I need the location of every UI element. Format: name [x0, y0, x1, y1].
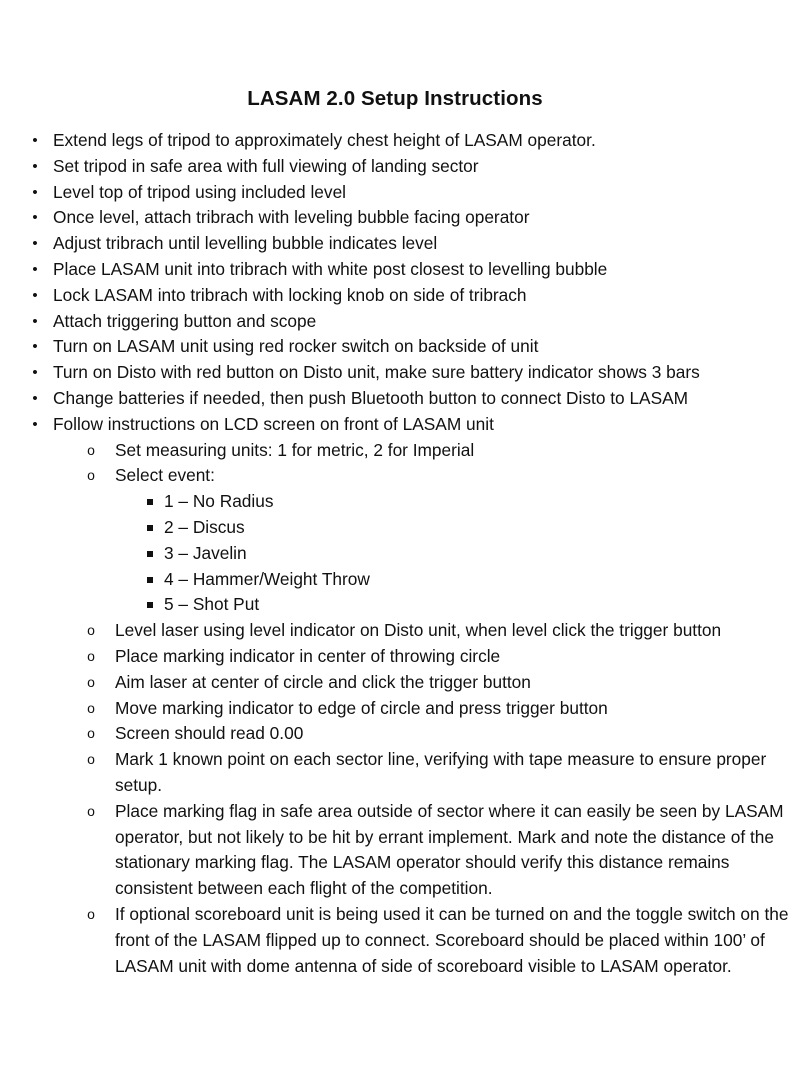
step-text: Follow instructions on LCD screen on front of LASAM unit	[53, 413, 494, 434]
setup-steps-list	[0, 128, 800, 979]
list-item	[0, 799, 800, 902]
circle-bullet-icon: o	[87, 905, 95, 922]
bullet-icon: •	[32, 260, 38, 278]
lcd-step-text: Place marking indicator in center of throwing circle	[115, 645, 501, 666]
bullet-icon: •	[32, 209, 38, 227]
circle-bullet-icon: o	[87, 647, 95, 664]
list-item	[0, 567, 800, 593]
list-item	[0, 154, 800, 180]
instructions-body	[0, 128, 800, 979]
event-option: 5 – Shot Put	[164, 594, 260, 615]
bullet-icon: •	[32, 389, 38, 407]
event-option: 1 – No Radius	[164, 491, 274, 512]
list-item	[0, 489, 800, 515]
list-item	[0, 438, 800, 464]
square-bullet-icon	[146, 515, 154, 541]
list-item	[0, 618, 800, 644]
event-option: 3 – Javelin	[164, 542, 247, 563]
list-item	[0, 644, 800, 670]
step-text: Level top of tripod using included level	[53, 181, 347, 202]
step-text: Place LASAM unit into tribrach with white post closest to levelling bubble	[53, 258, 608, 279]
step-text: Set tripod in safe area with full viewing of landing sector	[53, 155, 479, 176]
step-text: Extend legs of tripod to approximately chest height of LASAM operator.	[53, 130, 596, 150]
list-item	[0, 283, 800, 309]
list-item	[0, 309, 800, 335]
list-item	[0, 541, 800, 567]
event-option: 2 – Discus	[164, 516, 245, 537]
step-text: Adjust tribrach until levelling bubble indicates level	[53, 233, 438, 254]
bullet-icon: •	[32, 235, 38, 253]
step-text: Lock LASAM into tribrach with locking knob on side of tribrach	[53, 284, 527, 305]
list-item	[0, 205, 800, 231]
step-text: Once level, attach tribrach with leveling bubble facing operator	[53, 207, 530, 228]
square-bullet-icon	[146, 592, 154, 618]
list-item	[0, 412, 800, 980]
list-item	[0, 747, 800, 799]
lcd-step-text: Place marking flag in safe area outside of sector where it can easily be seen by LASAM operator, but not likely to be hit by errant implement. Mark and note the distance of the stationary marking flag. The LASAM operator should verify this distance remains consistent between each flight of the competition.	[115, 800, 784, 899]
step-text: Turn on Disto with red button on Disto unit, make sure battery indicator shows 3 bars	[53, 362, 700, 383]
lcd-step-text: Select event:	[115, 465, 215, 486]
step-text: Turn on LASAM unit using red rocker switch on backside of unit	[53, 336, 539, 357]
list-item	[0, 128, 800, 154]
circle-bullet-icon: o	[87, 751, 95, 768]
list-item	[0, 696, 800, 722]
event-list	[115, 489, 800, 618]
lcd-step-text: If optional scoreboard unit is being used it can be turned on and the toggle switch on the front of the LASAM flipped up to connect. Scoreboard should be placed within 100’ of LASAM unit with dome antenna of side of scoreboard visible to LASAM operator.	[115, 903, 789, 976]
list-item	[0, 515, 800, 541]
list-item	[0, 257, 800, 283]
circle-bullet-icon: o	[87, 622, 95, 639]
circle-bullet-icon: o	[87, 802, 95, 819]
circle-bullet-icon: o	[87, 673, 95, 690]
lcd-steps-list	[0, 438, 800, 980]
bullet-icon: •	[32, 157, 38, 175]
event-option: 4 – Hammer/Weight Throw	[164, 568, 370, 589]
lcd-step-text: Mark 1 known point on each sector line, verifying with tape measure to ensure proper setup.	[115, 749, 767, 795]
list-item	[0, 334, 800, 360]
bullet-icon: •	[32, 286, 38, 304]
circle-bullet-icon: o	[87, 699, 95, 716]
step-text: Attach triggering button and scope	[53, 310, 317, 331]
list-item	[0, 670, 800, 696]
step-text: Change batteries if needed, then push Bluetooth button to connect Disto to LASAM	[53, 387, 689, 408]
bullet-icon: •	[32, 312, 38, 330]
circle-bullet-icon: o	[87, 441, 95, 458]
lcd-step-text: Screen should read 0.00	[115, 723, 304, 744]
bullet-icon: •	[32, 338, 38, 356]
lcd-step-text: Level laser using level indicator on Disto unit, when level click the trigger button	[115, 620, 722, 641]
lcd-step-text: Set measuring units: 1 for metric, 2 for Imperial	[115, 439, 475, 460]
list-item	[0, 231, 800, 257]
list-item	[0, 592, 800, 618]
lcd-step-text: Move marking indicator to edge of circle and press trigger button	[115, 697, 608, 718]
bullet-icon: •	[32, 132, 38, 149]
list-item	[0, 180, 800, 206]
list-item	[0, 360, 800, 386]
document-title: LASAM 2.0 Setup Instructions	[247, 87, 543, 110]
list-item	[0, 386, 800, 412]
list-item	[0, 463, 800, 618]
bullet-icon: •	[32, 183, 38, 201]
circle-bullet-icon: o	[87, 725, 95, 742]
square-bullet-icon	[146, 567, 154, 593]
square-bullet-icon	[146, 489, 154, 515]
square-bullet-icon	[146, 541, 154, 567]
bullet-icon: •	[32, 364, 38, 382]
list-item	[0, 721, 800, 747]
list-item	[0, 902, 800, 979]
lcd-step-text: Aim laser at center of circle and click the trigger button	[115, 671, 531, 692]
circle-bullet-icon: o	[87, 467, 95, 484]
bullet-icon: •	[32, 415, 38, 433]
